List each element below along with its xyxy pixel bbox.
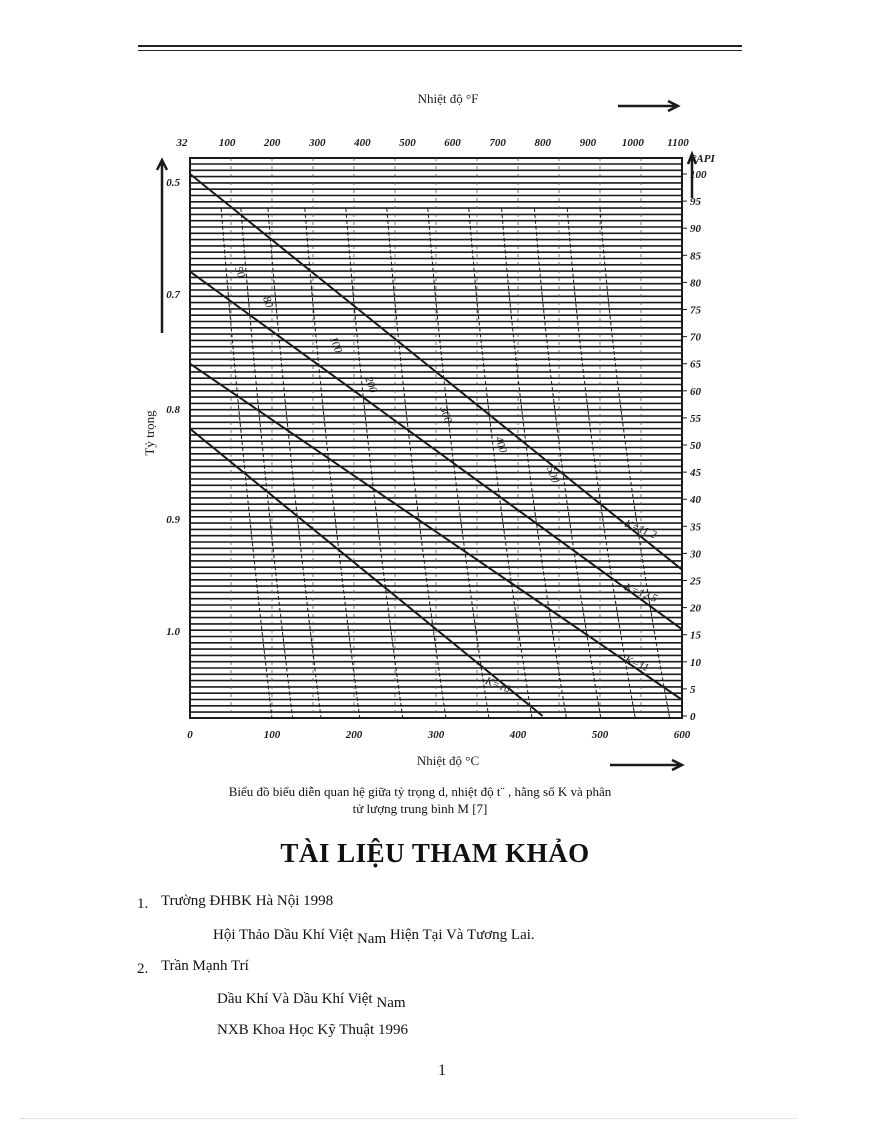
page-number: 1 <box>438 1062 446 1079</box>
footer-dotted-line <box>20 1118 796 1119</box>
y-tick-label-density: 0.7 <box>166 289 180 301</box>
y-tick-label-api: 35 <box>690 521 701 534</box>
reference-author: Trường ĐHBK Hà Nội 1998 <box>161 893 334 909</box>
molecular-weight-label: 400 <box>492 434 510 455</box>
k-line-series <box>190 429 543 716</box>
k-line-label: K=11 <box>622 653 651 675</box>
chart-svg <box>140 88 715 778</box>
y-tick-label-api: 25 <box>690 575 701 588</box>
top-axis-arrow <box>618 101 678 111</box>
y-tick-label-api: 65 <box>690 358 701 371</box>
reference-title-text: Hội Thảo Dầu Khí Việt <box>213 927 357 943</box>
density-temperature-chart <box>140 88 715 778</box>
y-tick-label-api: 30 <box>690 548 701 561</box>
reference-title-sub: Nam <box>356 931 387 947</box>
y-tick-label-api: 20 <box>690 602 701 615</box>
x-tick-label-fahrenheit: 1000 <box>621 137 644 149</box>
molecular-weight-label: 100 <box>327 334 345 355</box>
x-tick-label-celsius: 600 <box>673 729 691 741</box>
y-tick-label-api: 45 <box>690 467 701 480</box>
y-axis-title: Tỷ trọng <box>142 410 157 456</box>
y-tick-label-api: 15 <box>690 629 701 642</box>
reference-title <box>213 927 535 947</box>
reference-number: 1. <box>137 896 149 912</box>
k-line-label: K=10 <box>483 674 512 696</box>
x-tick-label-celsius: 200 <box>345 729 363 741</box>
reference-author: Trần Mạnh Trí <box>161 958 249 974</box>
reference-publisher: NXB Khoa Học Kỹ Thuật 1996 <box>217 1022 408 1038</box>
x-axis-title: Nhiệt độ °C <box>416 753 480 768</box>
x-tick-label-fahrenheit: 600 <box>444 137 461 149</box>
molecular-weight-label: 50 <box>232 264 248 280</box>
reference-title <box>217 991 406 1011</box>
molecular-weight-label: 200 <box>362 374 380 395</box>
y-tick-label-api: 80 <box>690 277 701 290</box>
molecular-weight-label: 80 <box>260 294 276 310</box>
x-tick-label-fahrenheit: 900 <box>579 137 597 149</box>
figure-caption <box>160 783 680 817</box>
x-tick-label-fahrenheit: 200 <box>263 137 281 149</box>
x-tick-label-fahrenheit: 32 <box>176 137 188 149</box>
x-tick-label-fahrenheit: 500 <box>399 137 416 149</box>
x-tick-label-fahrenheit: 1100 <box>667 137 689 149</box>
y-tick-label-density: 0.9 <box>166 514 180 526</box>
x-tick-label-fahrenheit: 800 <box>534 137 551 149</box>
x-tick-label-celsius: 400 <box>509 729 527 741</box>
y-tick-label-api: 55 <box>690 412 701 425</box>
reference-number: 2. <box>137 961 149 977</box>
bottom-axis-arrow <box>610 760 682 770</box>
y-tick-label-api: 50 <box>690 440 701 452</box>
y-tick-label-density: 0.8 <box>166 404 180 416</box>
top-axis-title: Nhiệt độ °F <box>417 91 479 106</box>
molecular-weight-label: 300 <box>437 404 455 425</box>
y-tick-label-api: 85 <box>690 250 701 263</box>
reference-title-text: Dầu Khí Và Dầu Khí Việt <box>217 991 377 1007</box>
reference-title-text-after: Hiện Tại Và Tương Lai. <box>386 927 535 943</box>
x-tick-label-fahrenheit: 400 <box>354 137 371 149</box>
y-tick-label-api: 95 <box>690 196 701 209</box>
y-tick-label-api: 5 <box>690 683 696 696</box>
x-tick-label-fahrenheit: 300 <box>309 137 326 149</box>
y-tick-label-api: 10 <box>690 656 701 669</box>
y-tick-label-api: 0 <box>690 711 696 723</box>
y-tick-label-density: 1.0 <box>166 626 180 638</box>
references-heading: TÀI LIỆU THAM KHẢO <box>280 838 590 868</box>
y-tick-label-api: 70 <box>690 331 701 344</box>
caption-line-1: Biểu đồ biểu diễn quan hệ giữa tỷ trọng d, nhiệt độ t¨ , hằng số K và phân <box>228 784 612 799</box>
x-tick-label-celsius: 100 <box>263 729 281 741</box>
x-tick-label-celsius: 0 <box>187 729 193 741</box>
y-tick-label-api: 90 <box>690 223 701 236</box>
top-double-rule-thin <box>138 50 742 51</box>
y-tick-label-density: 0.5 <box>166 177 180 189</box>
caption-line-2: tử lượng trung bình M [7] <box>352 801 488 816</box>
x-tick-label-celsius: 500 <box>591 729 609 741</box>
k-line-label: K=12,5 <box>622 581 659 606</box>
x-tick-label-fahrenheit: 700 <box>489 137 506 149</box>
y-tick-label-api: 75 <box>690 304 701 317</box>
molecular-weight-label: 500 <box>544 464 562 485</box>
k-line-label: K=11,2 <box>622 517 659 542</box>
x-tick-label-fahrenheit: 100 <box>218 137 236 149</box>
reference-title-sub: Nam <box>376 995 406 1011</box>
y-tick-label-api: 40 <box>690 494 701 507</box>
top-double-rule-thick <box>138 45 742 47</box>
y-tick-label-api: 60 <box>690 385 701 398</box>
x-tick-label-celsius: 300 <box>427 729 445 741</box>
right-axis-unit: °API <box>692 153 715 165</box>
y-tick-label-api: 100 <box>690 169 707 181</box>
